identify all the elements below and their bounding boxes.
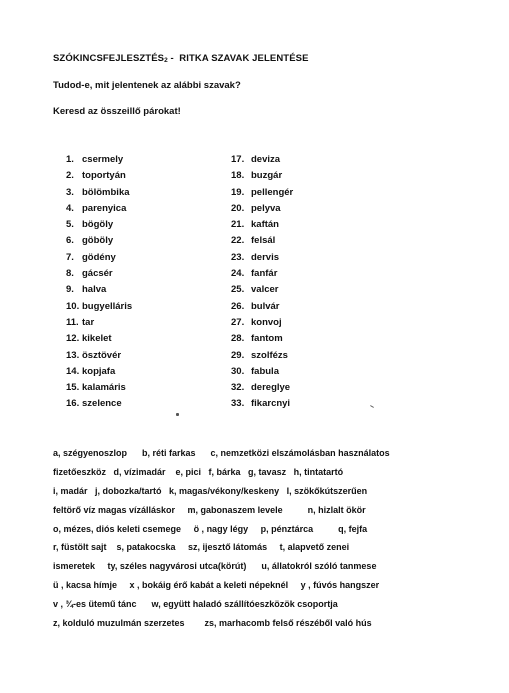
word-item: [231, 396, 293, 412]
word-text: kaftán: [251, 219, 279, 231]
definition-line: a, szégyenoszlop b, réti farkas c, nemzetközi elszámolásban használatos: [53, 448, 390, 458]
word-number: 2.: [66, 170, 74, 182]
word-text: deviza: [251, 154, 281, 165]
word-item: [66, 217, 132, 233]
definition-line: fizetőeszköz d, vízimadár e, pici f, bárka g, tavasz h, tintatartó: [53, 466, 344, 477]
word-number: 22.: [231, 235, 245, 247]
word-item: [66, 152, 132, 168]
word-item: [66, 201, 132, 217]
word-text: pellengér: [251, 186, 294, 198]
word-number: 20.: [231, 202, 245, 214]
word-item: [66, 364, 132, 380]
word-text: kalamáris: [82, 382, 126, 394]
word-number: 1.: [66, 154, 74, 165]
word-item: [231, 380, 293, 396]
word-number: 11.: [66, 316, 79, 328]
word-item: [231, 217, 293, 233]
page-title: [53, 53, 309, 64]
word-number: 21.: [231, 219, 245, 231]
word-number: 9.: [66, 284, 74, 296]
title-rest: - RITKA SZAVAK JELENTÉSE: [167, 53, 309, 64]
word-text: gácsér: [82, 268, 113, 280]
definition-line: r, füstölt sajt s, patakocska sz, ijesztő látomás t, alapvető zenei: [53, 542, 350, 553]
word-item: [231, 299, 293, 315]
word-text: fanfár: [251, 268, 278, 280]
word-item: [231, 250, 293, 266]
word-text: parenyica: [82, 202, 127, 214]
word-number: 33.: [231, 398, 245, 410]
word-text: halva: [82, 284, 107, 296]
word-number: 24.: [231, 268, 245, 280]
word-text: dervis: [251, 251, 279, 263]
word-number: 15.: [66, 382, 80, 394]
definition-line: z, kolduló muzulmán szerzetes zs, marhacomb felső részéből való hús: [53, 618, 372, 629]
word-item: [66, 250, 132, 266]
definition-line: v , ¾-es ütemű tánc w, együtt haladó szállítóeszközök csoportja: [53, 599, 338, 610]
word-text: bulvár: [251, 300, 280, 312]
word-number: 10.: [66, 300, 80, 312]
word-item: [231, 266, 293, 282]
definition-line: i, madár j, dobozka/tartó k, magas/vékony/keskeny l, szökőkútszerűen: [53, 485, 368, 496]
word-number: 17.: [231, 154, 245, 165]
title-subscript: 2: [164, 57, 168, 64]
question-2: Keresd az összeillő párokat!: [53, 106, 181, 117]
word-number: 8.: [66, 268, 74, 280]
word-text: fabula: [251, 365, 279, 377]
word-number: 32.: [231, 382, 245, 394]
word-text: szolfézs: [251, 349, 288, 361]
word-text: fikarcnyi: [251, 398, 291, 410]
word-item: [66, 331, 132, 347]
word-item: [231, 315, 293, 331]
word-number: 23.: [231, 251, 245, 263]
word-number: 16.: [66, 398, 80, 410]
word-text: gödény: [82, 251, 116, 263]
word-list-left: [66, 152, 132, 413]
word-item: [231, 364, 293, 380]
word-number: 18.: [231, 170, 245, 182]
word-text: tar: [82, 316, 95, 328]
word-item: [66, 185, 132, 201]
word-item: [231, 331, 293, 347]
word-number: 7.: [66, 251, 74, 263]
word-item: [66, 168, 132, 184]
word-number: 30.: [231, 365, 245, 377]
word-item: [231, 168, 293, 184]
word-item: [66, 396, 132, 412]
word-item: [66, 299, 132, 315]
word-number: 12.: [66, 333, 80, 345]
word-item: [231, 282, 293, 298]
word-text: buzgár: [251, 170, 283, 182]
word-text: pelyva: [251, 202, 281, 214]
scan-speck: [370, 405, 374, 408]
word-item: [231, 233, 293, 249]
word-text: kopjafa: [82, 365, 116, 377]
word-text: kikelet: [82, 333, 112, 345]
title-main: SZÓKINCSFEJLESZTÉS: [53, 53, 165, 64]
word-text: toportyán: [82, 170, 126, 182]
word-number: 6.: [66, 235, 74, 247]
definition-line: ü , kacsa hímje x , bokáig érő kabát a keleti népeknél y , fúvós hangszer: [53, 580, 380, 591]
word-item: [231, 185, 293, 201]
word-text: ösztövér: [82, 349, 122, 361]
word-number: 29.: [231, 349, 245, 361]
word-text: dereglye: [251, 382, 291, 394]
word-item: [66, 266, 132, 282]
word-item: [66, 380, 132, 396]
word-list-right: [231, 152, 293, 413]
word-item: [231, 348, 293, 364]
word-number: 27.: [231, 316, 245, 328]
word-text: valcer: [251, 284, 279, 296]
word-text: szelence: [82, 398, 122, 410]
word-number: 3.: [66, 186, 74, 198]
word-number: 28.: [231, 333, 245, 345]
word-item: [66, 282, 132, 298]
word-number: 25.: [231, 284, 245, 296]
word-text: csermely: [82, 154, 124, 165]
word-number: 5.: [66, 219, 74, 231]
word-item: [66, 348, 132, 364]
word-text: bugyelláris: [82, 300, 133, 312]
word-text: konvoj: [251, 316, 282, 328]
word-number: 13.: [66, 349, 80, 361]
word-number: 26.: [231, 300, 245, 312]
definition-line: ismeretek ty, széles nagyvárosi utca(körút) u, állatokról szóló tanmese: [53, 561, 377, 572]
definition-line: o, mézes, diós keleti csemege ö , nagy légy p, pénztárca q, fejfa: [53, 523, 368, 534]
definitions-block: [53, 444, 503, 633]
word-item: [66, 233, 132, 249]
word-text: bölömbika: [82, 186, 130, 198]
word-number: 4.: [66, 202, 74, 214]
word-text: felsál: [251, 235, 276, 247]
scan-speck: [176, 413, 179, 416]
word-text: göböly: [82, 235, 114, 247]
word-item: [231, 152, 293, 168]
word-number: 19.: [231, 186, 245, 198]
question-1: Tudod-e, mit jelentenek az alábbi szavak?: [53, 80, 241, 91]
word-item: [231, 201, 293, 217]
word-item: [66, 315, 132, 331]
word-text: fantom: [251, 333, 283, 345]
word-text: bögöly: [82, 219, 114, 231]
definition-line: feltörő víz magas vízálláskor m, gabonaszem levele n, hizlalt ökör: [53, 504, 366, 515]
word-number: 14.: [66, 365, 80, 377]
